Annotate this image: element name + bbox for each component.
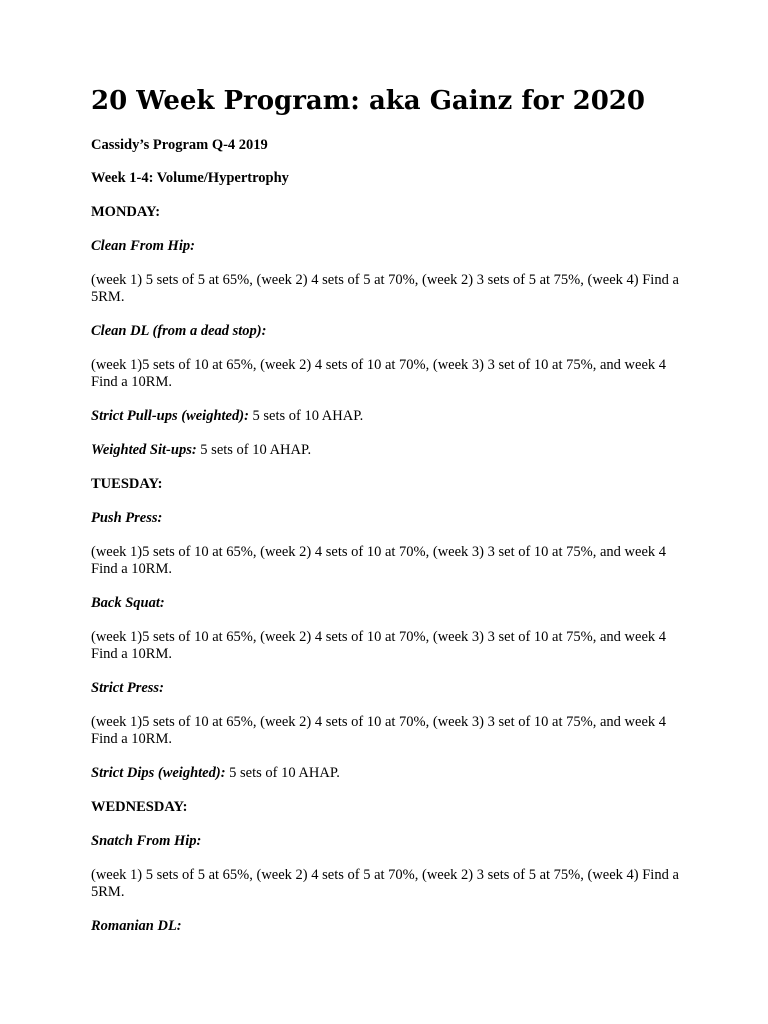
exercise-label-romanian-dl: Romanian DL: bbox=[91, 918, 182, 934]
exercise-detail-clean-dl: (week 1)5 sets of 10 at 65%, (week 2) 4 sets of 10 at 70%, (week 3) 3 set of 10 at 75%, and week 4 Find a 10RM. bbox=[91, 357, 667, 390]
exercise-label-back-squat: Back Squat: bbox=[91, 595, 165, 611]
exercise-label-clean-dl: Clean DL (from a dead stop): bbox=[91, 323, 267, 339]
document-subtitle: Cassidy’s Program Q-4 2019 bbox=[91, 137, 268, 153]
document-title: 20 Week Program: aka Gainz for 2020 bbox=[91, 86, 645, 116]
exercise-label-snatch-from-hip: Snatch From Hip: bbox=[91, 833, 202, 849]
document-page bbox=[91, 84, 691, 952]
exercise-detail-back-squat: (week 1)5 sets of 10 at 65%, (week 2) 4 sets of 10 at 70%, (week 3) 3 set of 10 at 75%, and week 4 Find a 10RM. bbox=[91, 629, 667, 662]
exercise-detail-clean-from-hip: (week 1) 5 sets of 5 at 65%, (week 2) 4 sets of 5 at 70%, (week 2) 3 sets of 5 at 75%, (week 4) Find a 5RM. bbox=[91, 272, 679, 305]
exercise-detail-dips: 5 sets of 10 AHAP. bbox=[225, 765, 340, 781]
exercise-detail-pullups: 5 sets of 10 AHAP. bbox=[248, 408, 364, 424]
exercise-line-pullups bbox=[91, 408, 691, 425]
exercise-line-dips bbox=[91, 765, 691, 782]
exercise-detail-snatch-from-hip: (week 1) 5 sets of 5 at 65%, (week 2) 4 sets of 5 at 70%, (week 2) 3 sets of 5 at 75%, (week 4) Find a 5RM. bbox=[91, 867, 679, 900]
exercise-label-clean-from-hip: Clean From Hip: bbox=[91, 238, 195, 254]
exercise-label-situps: Weighted Sit-ups: bbox=[91, 442, 197, 458]
phase-heading: Week 1-4: Volume/Hypertrophy bbox=[91, 170, 289, 186]
exercise-label-dips: Strict Dips (weighted): bbox=[91, 765, 226, 781]
day-heading-monday: MONDAY: bbox=[91, 204, 161, 220]
exercise-detail-push-press: (week 1)5 sets of 10 at 65%, (week 2) 4 sets of 10 at 70%, (week 3) 3 set of 10 at 75%, and week 4 Find a 10RM. bbox=[91, 544, 667, 577]
exercise-detail-situps: 5 sets of 10 AHAP. bbox=[196, 442, 312, 458]
exercise-detail-strict-press: (week 1)5 sets of 10 at 65%, (week 2) 4 sets of 10 at 70%, (week 3) 3 set of 10 at 75%, and week 4 Find a 10RM. bbox=[91, 714, 667, 747]
exercise-label-push-press: Push Press: bbox=[91, 510, 163, 526]
exercise-label-strict-press: Strict Press: bbox=[91, 680, 164, 696]
day-heading-wednesday: WEDNESDAY: bbox=[91, 799, 188, 815]
exercise-line-situps bbox=[91, 442, 691, 459]
exercise-label-pullups: Strict Pull-ups (weighted): bbox=[91, 408, 249, 424]
day-heading-tuesday: TUESDAY: bbox=[91, 476, 163, 492]
